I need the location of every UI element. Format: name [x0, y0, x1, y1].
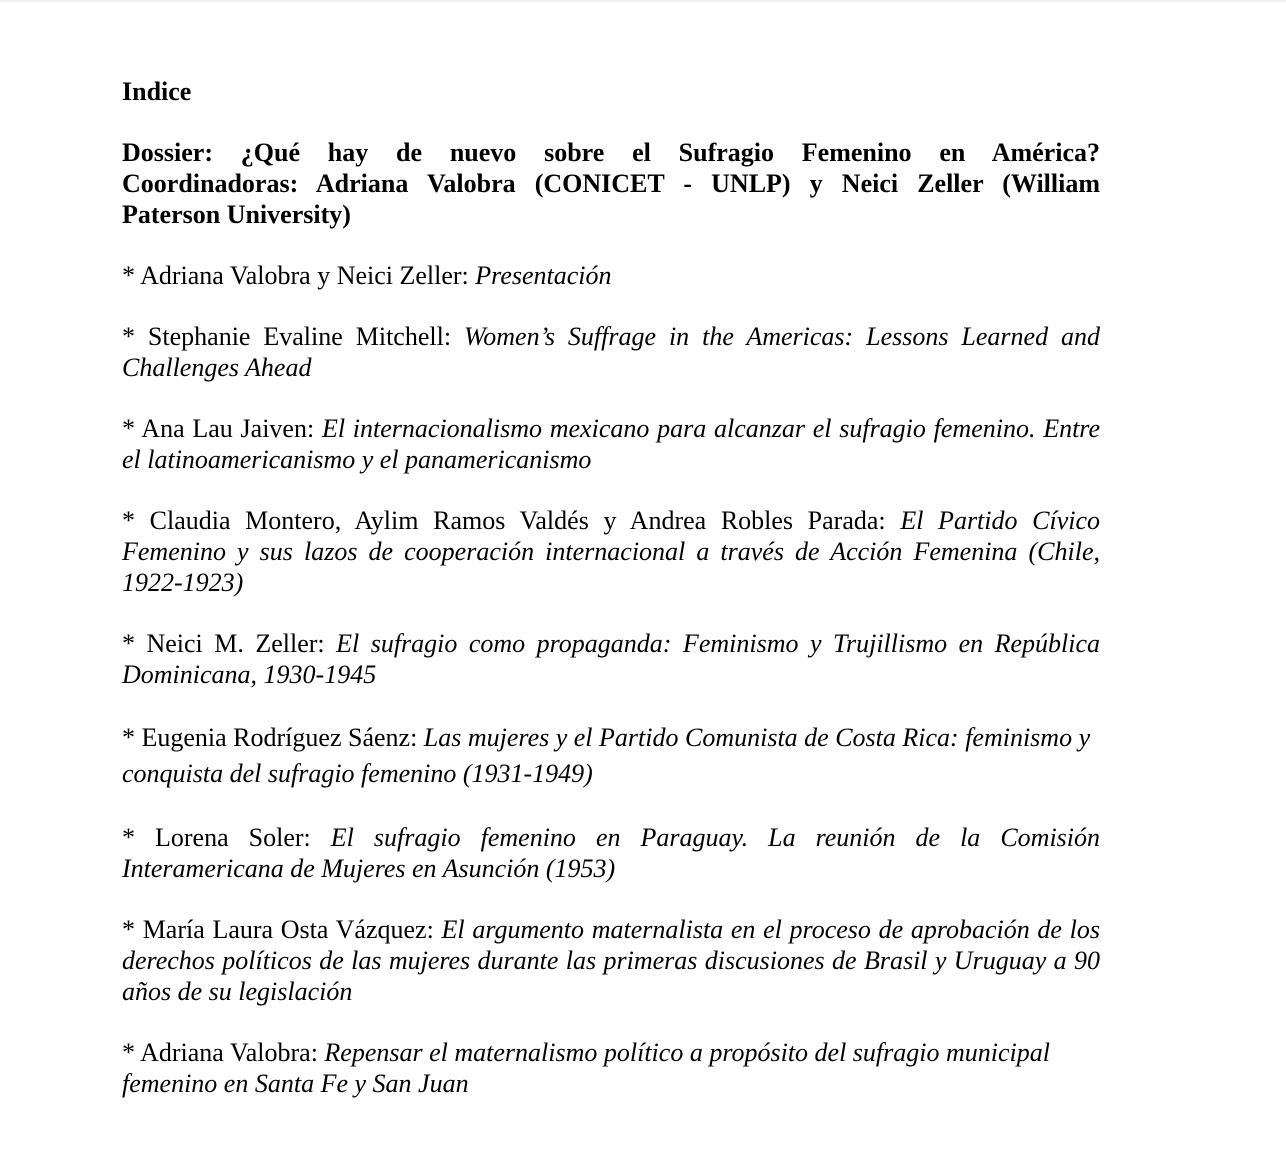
toc-entry [122, 260, 1100, 291]
entry-author-prefix: * Claudia Montero, Aylim Ramos Valdés y Andrea Robles Parada: [122, 506, 886, 535]
dossier-heading-line: Coordinadoras: Adriana Valobra (CONICET - UNLP) y Neici Zeller (William [122, 169, 1100, 198]
entry-title: El sufragio femenino en Paraguay. La reunión de la Comisión Interamericana de Mujeres en Asunción (1953) [122, 823, 1101, 883]
entry-title: Las mujeres y el Partido Comunista de Costa Rica: feminismo y conquista del sufragio femenino (1931-1949) [122, 723, 1091, 788]
toc-entry [122, 822, 1100, 884]
toc-entry [122, 321, 1100, 383]
toc-entry [122, 914, 1100, 1007]
entry-author-prefix: * Eugenia Rodríguez Sáenz: [122, 723, 418, 752]
toc-entry [122, 413, 1100, 475]
entry-title: Repensar el maternalismo político a propósito del sufragio municipal femenino en Santa Fe y San Juan [122, 1038, 1050, 1098]
entry-title: Presentación [475, 261, 612, 290]
dossier-heading-line: Paterson University) [122, 200, 351, 229]
entry-title: El argumento maternalista en el proceso de aprobación de los derechos políticos de las mujeres durante las primeras discusiones de Brasil y Uruguay a 90 años de su legislación [122, 915, 1100, 1006]
entry-title: El internacionalismo mexicano para alcanzar el sufragio femenino. Entre el latinoamericanismo y el panamericanismo [122, 414, 1101, 474]
entry-author-prefix: * Adriana Valobra: [122, 1038, 318, 1067]
page-title: Indice [122, 77, 192, 106]
entry-author-prefix: * Lorena Soler: [122, 823, 311, 852]
top-edge-line [0, 0, 1286, 3]
toc-entry [122, 628, 1100, 690]
dossier-heading-line: Dossier: ¿Qué hay de nuevo sobre el Sufragio Femenino en América? [122, 138, 1100, 167]
toc-entry [122, 1037, 1100, 1099]
entry-title: El Partido Cívico Femenino y sus lazos de cooperación internacional a través de Acción Femenina (Chile, 1922-1923) [122, 506, 1101, 597]
entry-author-prefix: * Ana Lau Jaiven: [122, 414, 315, 443]
toc-entry [122, 505, 1100, 598]
entry-author-prefix: * Adriana Valobra y Neici Zeller: [122, 261, 469, 290]
entry-author-prefix: * María Laura Osta Vázquez: [122, 915, 434, 944]
toc-entry [122, 720, 1100, 792]
entry-title: El sufragio como propaganda: Feminismo y Trujillismo en República Dominicana, 1930-1945 [122, 629, 1101, 689]
entry-title: Women’s Suffrage in the Americas: Lessons Learned and Challenges Ahead [122, 322, 1100, 382]
dossier-heading [122, 137, 1100, 230]
entry-author-prefix: * Stephanie Evaline Mitchell: [122, 322, 452, 351]
entry-author-prefix: * Neici M. Zeller: [122, 629, 325, 658]
